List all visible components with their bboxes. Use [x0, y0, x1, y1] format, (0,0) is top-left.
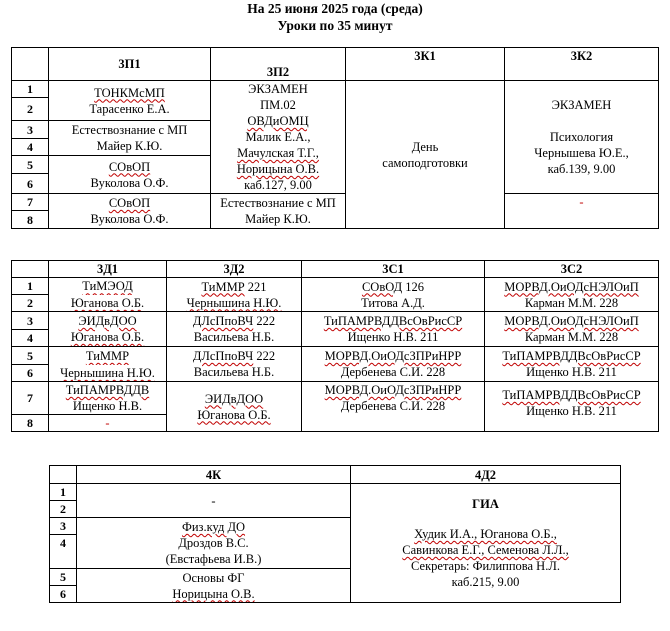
- lesson-cell: [167, 382, 302, 432]
- subject: ТиПАМРВДДВсОвРисСР: [502, 349, 641, 363]
- lesson-cell: [49, 347, 167, 365]
- lesson-cell: [49, 295, 167, 312]
- group-header-3s1: 3С1: [302, 261, 485, 278]
- group-header-4d2: 4Д2: [351, 466, 621, 484]
- teacher: Васильева Н.Б.: [193, 365, 275, 379]
- lesson-number: 4: [12, 330, 49, 347]
- subject: Основы ФГ: [182, 570, 245, 585]
- gia-commission: [351, 526, 620, 542]
- teacher-room: Карман М.М. 228: [524, 330, 619, 344]
- lesson-cell: [302, 278, 485, 312]
- gia-cell: [351, 484, 621, 603]
- room: 126: [402, 279, 425, 294]
- subject: Физ.куд ДО: [181, 520, 246, 534]
- teacher: Тарасенко Е.А.: [89, 101, 170, 116]
- exam-subject: Психология: [549, 130, 614, 144]
- lesson-number: 7: [12, 194, 49, 211]
- subject: ТиПАМРВДДВ: [65, 383, 150, 397]
- schedule-table-3d-3s: [11, 260, 659, 432]
- schedule-table-4: [49, 465, 621, 603]
- teacher-substitute: (Евстафьева И.В.): [165, 552, 262, 566]
- lesson-number: 3: [12, 121, 49, 139]
- exam-cell: [505, 81, 659, 194]
- subject: Естествознание с МП: [220, 196, 336, 210]
- subject: ТиПАМРВДДВсОвРисСР: [323, 314, 463, 328]
- exam-examiner: Чернышева Ю.Е.,: [534, 146, 629, 160]
- group-header-3k1: 3К1: [346, 48, 505, 81]
- lesson-cell: [167, 278, 302, 312]
- corner-cell: [12, 261, 49, 278]
- lesson-cell: [77, 518, 351, 569]
- gia-room-time: каб.215, 9.00: [451, 575, 520, 589]
- subject: ТиММР: [85, 348, 130, 363]
- teacher: Майер К.Ю.: [96, 139, 163, 153]
- gia-members: Худик И.А., Юганова О.Б.,: [414, 527, 557, 541]
- teacher-room: Дербенева С.И. 228: [340, 399, 446, 413]
- lesson-cell: [49, 312, 167, 347]
- schedule-subtitle: Уроки по 35 минут: [277, 18, 393, 33]
- exam-examiner: Норицына О.В.: [236, 162, 320, 176]
- lesson-number: 8: [12, 211, 49, 229]
- subject: ТиПАМРВДДВсОвРисСР: [502, 388, 641, 402]
- subject: СОвОП: [108, 196, 151, 210]
- subject: МОРВД.ОиОДсНЭЛОиП: [504, 314, 639, 328]
- subject: ДЛсПпоВЧ: [192, 349, 254, 363]
- exam-examiner: Мачулская Т.Г.,: [237, 146, 319, 160]
- subject: МОРВД.ОиОДсЗПРиНРР: [324, 383, 462, 397]
- lesson-cell: [49, 156, 211, 194]
- subject: МОРВД.ОиОДсНЭЛОиП: [504, 279, 639, 294]
- room: 221: [244, 279, 267, 294]
- gia-members: Савинкова Е.Г., Семенова Л.Л.,: [402, 543, 569, 557]
- subject: ТОНКМсМП: [94, 85, 165, 100]
- teacher: Норицына О.В.: [172, 586, 255, 601]
- lesson-number: 8: [12, 415, 49, 432]
- lesson-number: 7: [12, 382, 49, 415]
- exam-cell: [211, 81, 346, 194]
- group-header-4k: 4К: [77, 466, 351, 484]
- corner-cell: [12, 48, 49, 81]
- gia-title: ГИА: [472, 497, 499, 511]
- lesson-cell: [167, 347, 302, 382]
- lesson-number: 6: [12, 174, 49, 194]
- teacher: Юганова О.Б.: [70, 295, 145, 310]
- room: 222: [253, 314, 276, 328]
- group-header-3d1: 3Д1: [49, 261, 167, 278]
- lesson-cell: [49, 365, 167, 382]
- gia-commission: [351, 542, 620, 558]
- teacher: Чернышина Н.Ю.: [60, 365, 155, 380]
- lesson-cell: [49, 278, 167, 295]
- self-study-cell: [346, 81, 505, 229]
- lesson-cell: [49, 121, 211, 156]
- lesson-number: 5: [50, 569, 77, 586]
- subject: ДЛсПпоВЧ: [192, 314, 254, 328]
- lesson-cell: [302, 382, 485, 432]
- teacher: Титова А.Д.: [361, 295, 425, 310]
- lesson-number: 1: [12, 278, 49, 295]
- group-header-3d2: 3Д2: [167, 261, 302, 278]
- subject: ТиМЭОД: [82, 279, 133, 294]
- teacher: Юганова О.Б.: [70, 330, 145, 344]
- teacher-room: Дербенева С.И. 228: [340, 365, 446, 379]
- lesson-number: 2: [12, 295, 49, 312]
- teacher: Дроздов В.С.: [178, 536, 249, 550]
- corner-cell: [50, 466, 77, 484]
- subject: ЭИДвДОО: [204, 391, 264, 406]
- exam-spacer: [505, 113, 658, 129]
- lesson-cell: [302, 312, 485, 347]
- lesson-cell: [302, 347, 485, 382]
- exam-subject: ОВДиОМЦ: [247, 114, 309, 128]
- room: 222: [253, 349, 276, 363]
- teacher-room: Ищенко Н.В. 211: [347, 330, 439, 344]
- lesson-cell: [49, 81, 211, 121]
- lesson-number: 4: [50, 535, 77, 569]
- lesson-cell: [211, 194, 346, 229]
- lesson-cell: [485, 278, 659, 312]
- self-study-label: самоподготовки: [382, 155, 468, 170]
- schedule-title: На 25 июня 2025 года (среда): [247, 1, 423, 16]
- empty-lesson-dash: -: [77, 484, 351, 518]
- subject: СОвОД: [361, 279, 403, 294]
- exam-module: ПМ.02: [260, 98, 296, 112]
- subject: Естествознание с МП: [71, 123, 188, 137]
- lesson-number: 1: [50, 484, 77, 501]
- lesson-cell: [485, 347, 659, 382]
- group-header-3p1: 3П1: [49, 48, 211, 81]
- lesson-number: 5: [12, 347, 49, 365]
- group-header-3k2: 3К2: [505, 48, 659, 81]
- lesson-number: 4: [12, 139, 49, 156]
- lesson-cell: [485, 312, 659, 347]
- teacher: Васильева Н.Б.: [193, 330, 275, 344]
- subject: МОРВД.ОиОДсЗПРиНРР: [324, 349, 462, 363]
- lesson-cell: [167, 312, 302, 347]
- exam-room-time: каб.139, 9.00: [547, 162, 616, 176]
- group-header-3p2: 3П2: [211, 48, 346, 81]
- lesson-number: 1: [12, 81, 49, 98]
- teacher: Майер К.Ю.: [245, 212, 311, 226]
- exam-label: ЭКЗАМЕН: [551, 98, 612, 112]
- exam-label: ЭКЗАМЕН: [248, 82, 308, 96]
- lesson-cell: [485, 382, 659, 432]
- lesson-number: 2: [50, 501, 77, 518]
- lesson-cell: [49, 382, 167, 415]
- teacher: Ищенко Н.В.: [72, 399, 143, 413]
- teacher-room: Ищенко Н.В. 211: [526, 365, 617, 379]
- empty-lesson-dash: -: [505, 194, 659, 229]
- lesson-number: 6: [50, 586, 77, 603]
- lesson-cell: [77, 569, 351, 603]
- empty-lesson-dash: -: [49, 415, 167, 432]
- lesson-number: 3: [12, 312, 49, 330]
- teacher: Юганова О.Б.: [197, 407, 271, 422]
- subject: ЭИДвДОО: [78, 314, 137, 328]
- exam-examiner: Малик Е.А.,: [245, 130, 311, 144]
- teacher: Чернышина Н.Ю.: [186, 295, 282, 310]
- subject: СОвОП: [108, 159, 151, 174]
- teacher: Вуколова О.Ф.: [90, 175, 169, 190]
- exam-room-time: каб.127, 9.00: [244, 178, 312, 192]
- teacher-room: Карман М.М. 228: [524, 295, 619, 310]
- schedule-table-3p-3k: [11, 47, 659, 229]
- teacher-room: Ищенко Н.В. 211: [526, 404, 617, 418]
- lesson-number: 3: [50, 518, 77, 535]
- group-header-3s2: 3С2: [485, 261, 659, 278]
- self-study-label: День: [411, 139, 439, 154]
- teacher: Вуколова О.Ф.: [90, 212, 169, 226]
- subject: ТиММР: [201, 279, 245, 294]
- lesson-number: 2: [12, 98, 49, 121]
- lesson-number: 6: [12, 365, 49, 382]
- gia-secretary: Секретарь: Филиппова Н.Л.: [411, 559, 560, 573]
- lesson-number: 5: [12, 156, 49, 174]
- lesson-cell: [49, 194, 211, 229]
